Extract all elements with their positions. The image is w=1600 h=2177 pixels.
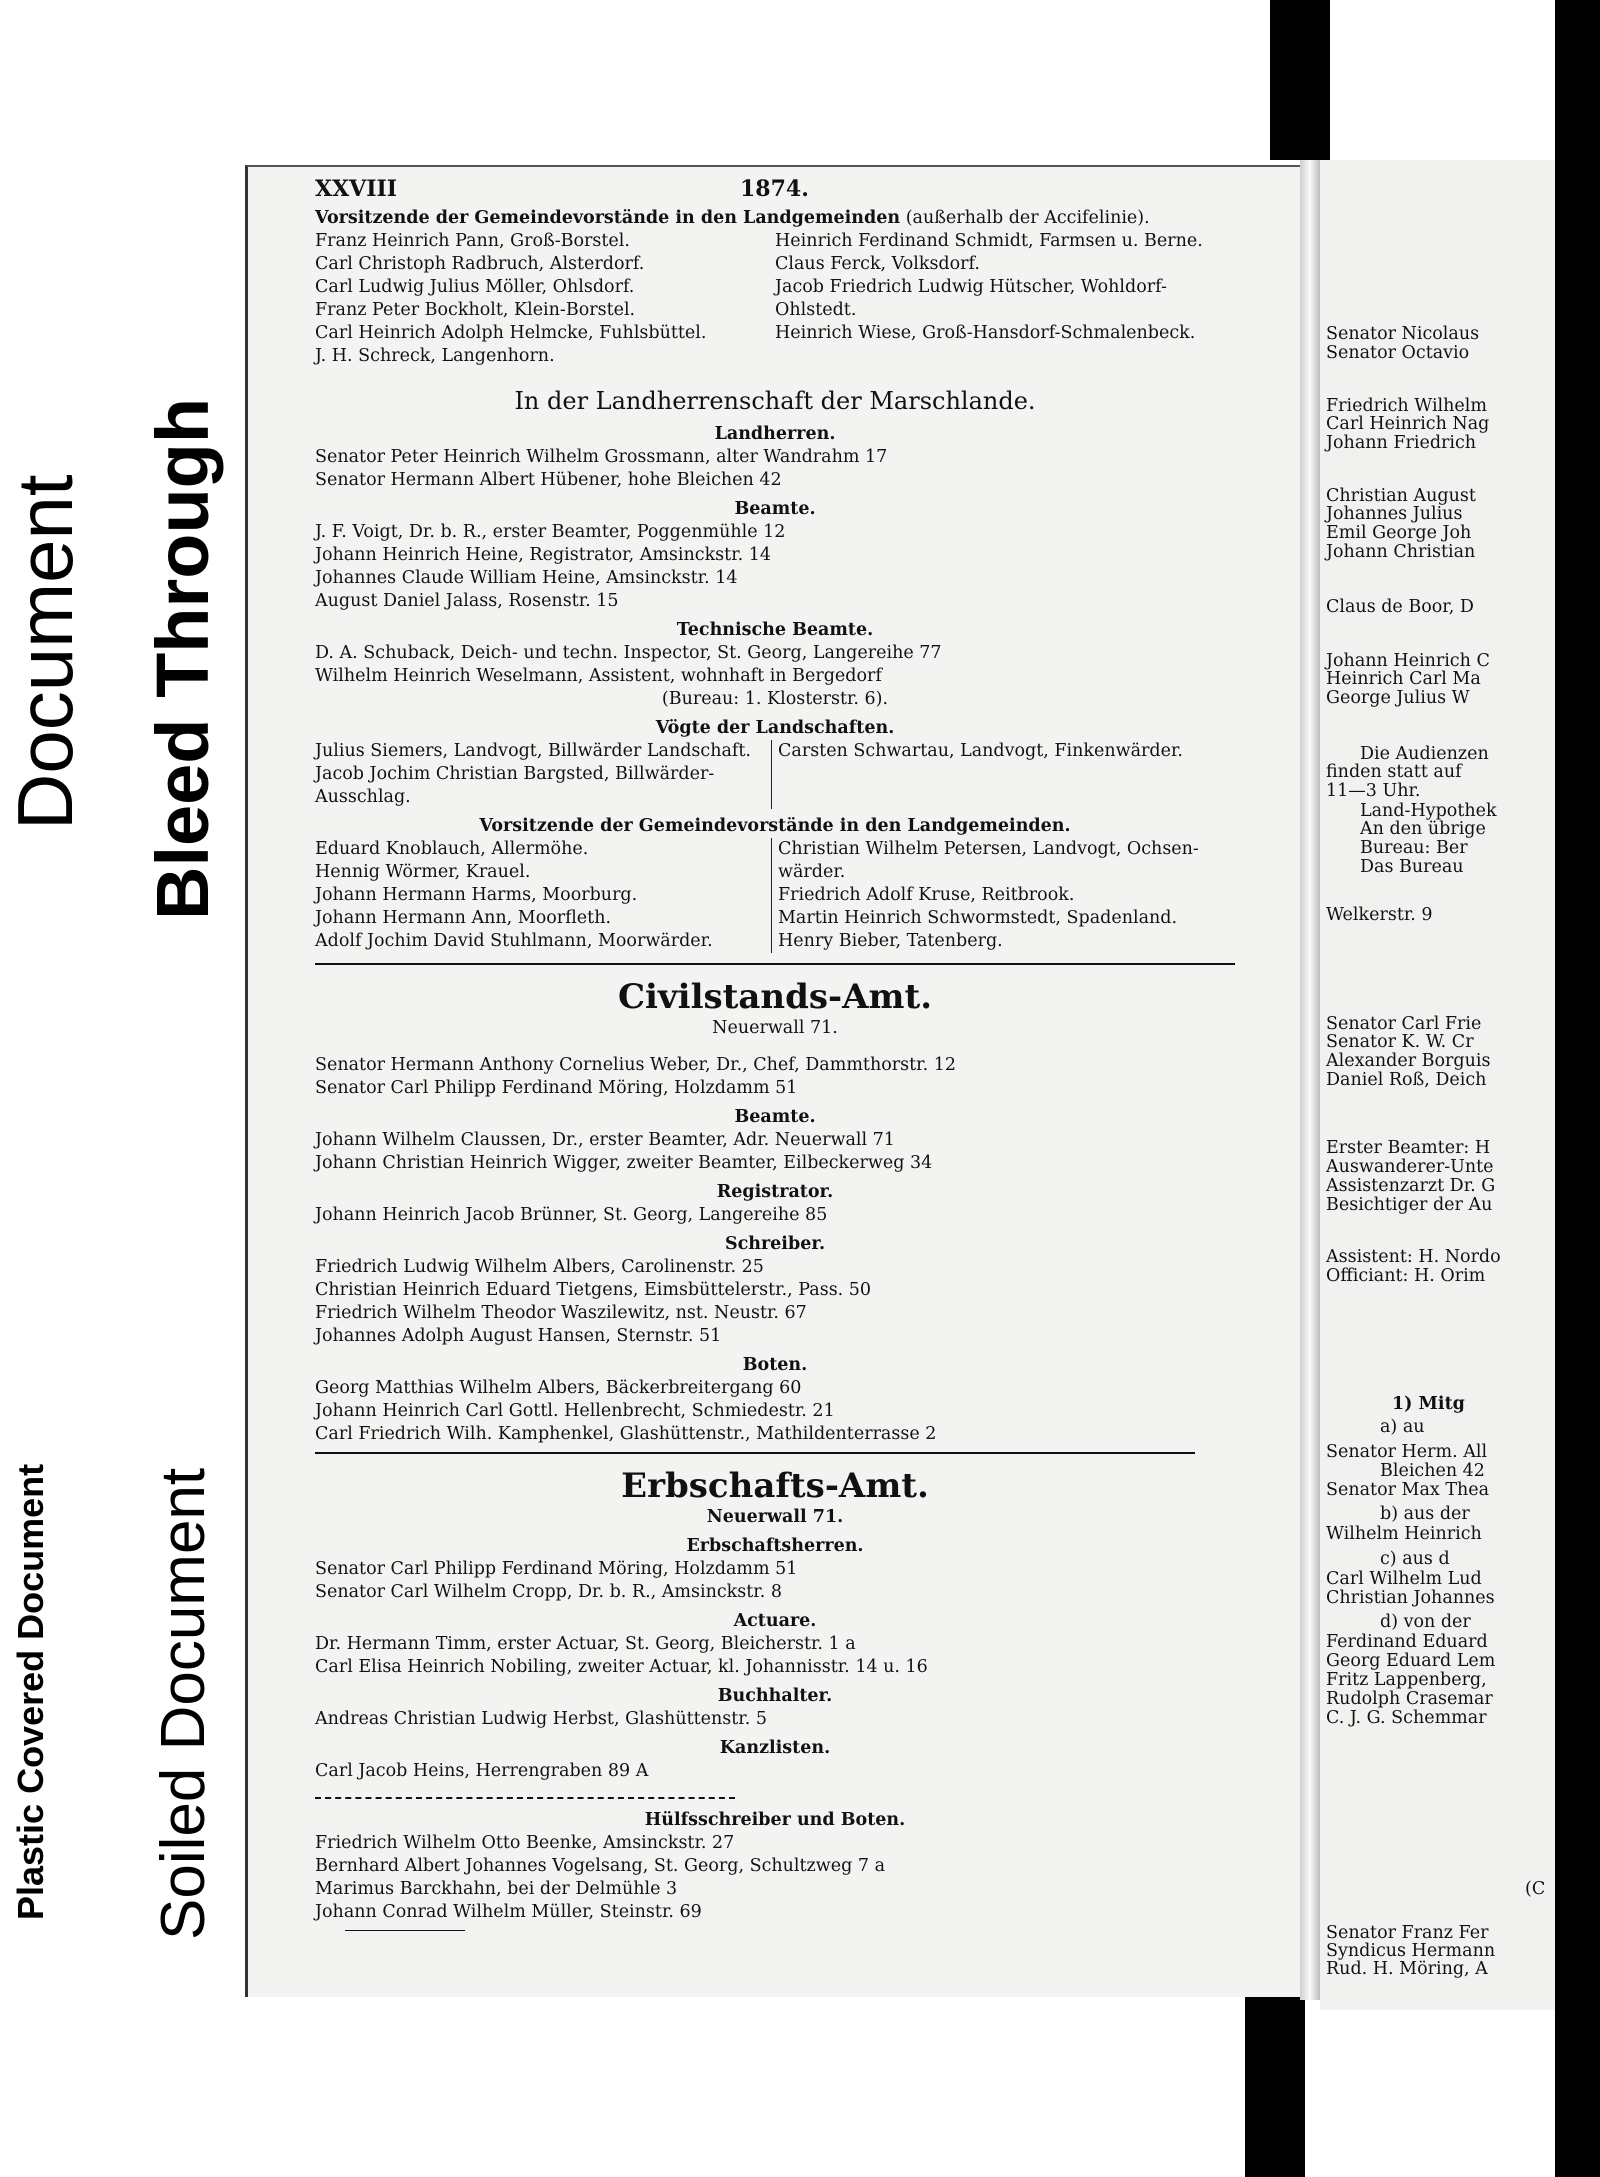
entry-row [315,299,1235,322]
entry-line: Hennig Wörmer, Krauel. [315,862,531,882]
tech-bureau: (Bureau: 1. Klosterstr. 6). [661,689,889,709]
right-page-line: Erster Beamter: H [1326,1138,1491,1158]
label-plastic-covered: Plastic Covered Document [10,1463,51,1920]
right-page-line: Fritz Lappenberg, [1326,1670,1487,1690]
eb-buchhalter-title: Buchhalter. [717,1686,833,1706]
entry-line: Friedrich Ludwig Wilhelm Albers, Carolinenstr. 25 [315,1257,764,1277]
right-page-line: Claus de Boor, D [1326,597,1474,617]
section-rule-2 [315,1452,1195,1454]
right-page-line: Rud. H. Möring, A [1326,1959,1488,1979]
entry-line: Julius Siemers, Landvogt, Billwärder Landschaft. [315,741,751,761]
entry-cell: Carl Heinrich Adolph Helmcke, Fuhlsbüttel. [315,323,707,343]
vorsitzende2-table [315,838,1235,953]
right-page-line: Johann Friedrich [1326,433,1477,453]
right-page-line: Land-Hypothek [1360,801,1497,821]
right-page-line: Carl Heinrich Nag [1326,414,1490,434]
right-page-line: Rudolph Crasemar [1326,1689,1493,1709]
entry-line: Christian Wilhelm Petersen, Landvogt, Ochsen- [778,839,1199,859]
beamte-list [315,521,1235,613]
entry-line: Bernhard Albert Johannes Vogelsang, St. Georg, Schultzweg 7 a [315,1856,885,1876]
civilstands-boten [315,1377,1235,1446]
entry-row [315,345,1235,368]
entry-line: Johann Hermann Harms, Moorburg. [315,885,638,905]
entry-line: Johann Heinrich Heine, Registrator, Amsinckstr. 14 [315,545,772,565]
right-page-line: Senator K. W. Cr [1326,1032,1474,1052]
civilstands-senators [315,1054,1235,1100]
cs-schreiber-title: Schreiber. [724,1234,826,1254]
entry-line: Georg Matthias Wilhelm Albers, Bäckerbreitergang 60 [315,1378,802,1398]
erbschafts-herren [315,1558,1235,1604]
entry-line: Friedrich Wilhelm Otto Beenke, Amsinckstr. 27 [315,1833,735,1853]
erbschafts-huelfs [315,1832,1235,1924]
beamte-title: Beamte. [734,499,816,519]
entry-line: Friedrich Wilhelm Theodor Waszilewitz, nst. Neustr. 67 [315,1303,807,1323]
erbschafts-address: Neuerwall 71. [706,1507,844,1527]
right-page-line: Syndicus Hermann [1326,1941,1496,1961]
cs-boten-title: Boten. [742,1355,808,1375]
entry-line: August Daniel Jalass, Rosenstr. 15 [315,591,619,611]
eb-kanzlisten-title: Kanzlisten. [719,1738,831,1758]
right-page-line: Senator Max Thea [1326,1480,1490,1500]
entry-line: Johann Heinrich Carl Gottl. Hellenbrecht, Schmiedestr. 21 [315,1401,835,1421]
entry-line: Friedrich Adolf Kruse, Reitbrook. [778,885,1075,905]
right-page-line: Senator Octavio [1326,343,1470,363]
entry-line: Dr. Hermann Timm, erster Actuar, St. Georg, Bleicherstr. 1 a [315,1634,856,1654]
right-page-line: Assistent: H. Nordo [1326,1247,1501,1267]
entry-cell: Franz Heinrich Pann, Groß-Borstel. [315,231,630,251]
entry-line: Johann Hermann Ann, Moorfleth. [315,908,612,928]
label-document: Document [1,474,89,830]
right-page-line: Senator Nicolaus [1326,324,1480,344]
right-page-line: Carl Wilhelm Lud [1326,1569,1482,1589]
entry-line: Eduard Knoblauch, Allermöhe. [315,839,589,859]
entry-line: Johann Wilhelm Claussen, Dr., erster Beamter, Adr. Neuerwall 71 [315,1130,895,1150]
cs-registrator: Johann Heinrich Jacob Brünner, St. Georg, Langereihe 85 [315,1205,828,1225]
right-page-line: 1) Mitg [1392,1394,1465,1414]
entry-line: Wilhelm Heinrich Weselmann, Assistent, wohnhaft in Bergedorf [315,666,882,686]
right-page-line: Senator Herm. All [1326,1442,1488,1462]
entry-line: Senator Hermann Anthony Cornelius Weber, Dr., Chef, Dammthorstr. 12 [315,1055,956,1075]
entry-line: wärder. [778,862,846,882]
eb-herren-title: Erbschaftsherren. [686,1536,864,1556]
entry-cell: Claus Ferck, Volksdorf. [775,254,980,274]
vorsitzende2-title: Vorsitzende der Gemeindevorstände in den Landgemeinden. [479,816,1071,836]
entry-line: Senator Peter Heinrich Wilhelm Grossmann, alter Wandrahm 17 [315,447,888,467]
entry-cell: J. H. Schreck, Langenhorn. [315,346,555,366]
right-page [1320,160,1555,2010]
civilstands-title: Civilstands-Amt. [617,977,933,1017]
end-rule [345,1930,465,1931]
right-page-line: Christian Johannes [1326,1588,1495,1608]
right-page-line: Wilhelm Heinrich [1326,1524,1482,1544]
entry-line: Martin Heinrich Schwormstedt, Spadenland. [778,908,1178,928]
label-bleed-through: Bleed Through [141,397,224,920]
entry-line: D. A. Schuback, Deich- und techn. Inspector, St. Georg, Langereihe 77 [315,643,942,663]
right-page-line: Assistenzarzt Dr. G [1326,1176,1496,1196]
entry-cell: Heinrich Ferdinand Schmidt, Farmsen u. Berne. [775,231,1203,251]
entry-cell: Jacob Friedrich Ludwig Hütscher, Wohldorf- [775,277,1167,297]
landherren-list [315,446,1235,492]
vorsitzende2-right [772,838,1199,953]
right-page-line: Welkerstr. 9 [1326,905,1433,925]
right-page-line: d) von der [1380,1612,1471,1632]
entry-line: Christian Heinrich Eduard Tietgens, Eimsbüttelerstr., Pass. 50 [315,1280,872,1300]
right-page-line: Johann Christian [1326,542,1476,562]
tech-title: Technische Beamte. [676,620,874,640]
right-page-line: Alexander Borguis [1326,1051,1491,1071]
scan-shadow-top [1270,0,1330,160]
right-page-line: Bureau: Ber [1360,838,1468,858]
vorsitzende-title: Vorsitzende der Gemeindevorstände in den Landgemeinden (außerhalb der Accifelinie). [315,208,1150,228]
voegte-title: Vögte der Landschaften. [655,718,895,738]
entry-line: Senator Carl Philipp Ferdinand Möring, Holzdamm 51 [315,1078,798,1098]
page-fold [1300,160,1320,2000]
entry-line: Johannes Claude William Heine, Amsinckstr. 14 [315,568,738,588]
cs-beamte-title: Beamte. [734,1107,816,1127]
entry-line: Ausschlag. [315,787,411,807]
entry-line: Carsten Schwartau, Landvogt, Finkenwärder. [778,741,1183,761]
entry-row [315,276,1235,299]
entry-line: Carl Friedrich Wilh. Kamphenkel, Glashüttenstr., Mathildenterrasse 2 [315,1424,937,1444]
right-page-line: Ferdinand Eduard [1326,1632,1488,1652]
eb-buchhalter: Andreas Christian Ludwig Herbst, Glashüttenstr. 5 [315,1709,768,1729]
entry-row [315,253,1235,276]
entry-line: Henry Bieber, Tatenberg. [778,931,1003,951]
eb-kanzlisten: Carl Jacob Heins, Herrengraben 89 A [315,1761,649,1781]
entry-cell: Franz Peter Bockholt, Klein-Borstel. [315,300,636,320]
right-page-line: a) au [1380,1417,1425,1437]
right-page-line: Emil George Joh [1326,523,1472,543]
right-page-line: b) aus der [1380,1504,1470,1524]
right-page-line: 11—3 Uhr. [1326,781,1421,801]
right-page-line: An den übrige [1360,819,1486,839]
entry-row [315,230,1235,253]
right-page-line: finden statt auf [1326,762,1462,782]
voegte-left [315,740,772,809]
entry-cell: Ohlstedt. [775,300,857,320]
right-page-line: Officiant: H. Orim [1326,1266,1486,1286]
right-page-line: Heinrich Carl Ma [1326,669,1481,689]
marschlande-title: In der Landherrenschaft der Marschlande. [514,387,1036,415]
main-column [315,178,1235,1931]
civilstands-beamte [315,1129,1235,1175]
entry-line: Senator Carl Philipp Ferdinand Möring, Holzdamm 51 [315,1559,798,1579]
entry-cell: Heinrich Wiese, Groß-Hansdorf-Schmalenbeck. [775,323,1196,343]
entry-line: Carl Elisa Heinrich Nobiling, zweiter Actuar, kl. Johannisstr. 14 u. 16 [315,1657,928,1677]
right-page-line: Bleichen 42 [1380,1461,1485,1481]
right-page-line: Johann Heinrich C [1326,651,1490,671]
right-page-line: Senator Carl Frie [1326,1014,1482,1034]
right-page-line: C. J. G. Schemmar [1326,1708,1487,1728]
vorsitzende-list [315,230,1235,368]
entry-line: Marimus Barckhahn, bei der Delmühle 3 [315,1879,678,1899]
entry-line: Jacob Jochim Christian Bargsted, Billwärder- [315,764,715,784]
right-page-line: Friedrich Wilhelm [1326,396,1487,416]
entry-cell: Carl Ludwig Julius Möller, Ohlsdorf. [315,277,635,297]
right-page-line: Das Bureau [1360,857,1464,877]
entry-cell: Carl Christoph Radbruch, Alsterdorf. [315,254,645,274]
voegte-table [315,740,1235,809]
civilstands-address: Neuerwall 71. [712,1018,838,1038]
right-page-line: Georg Eduard Lem [1326,1651,1496,1671]
entry-line: Senator Hermann Albert Hübener, hohe Bleichen 42 [315,470,782,490]
voegte-right [772,740,1183,809]
entry-line: Adolf Jochim David Stuhlmann, Moorwärder. [315,931,713,951]
civilstands-schreiber [315,1256,1235,1348]
right-page-line: Johannes Julius [1326,504,1463,524]
eb-actuare-title: Actuare. [733,1611,817,1631]
right-page-line: (C [1525,1879,1546,1899]
dashed-rule [315,1797,735,1799]
entry-line: Johann Christian Heinrich Wigger, zweiter Beamter, Eilbeckerweg 34 [315,1153,933,1173]
vorsitzende2-left [315,838,772,953]
entry-line: Senator Carl Wilhelm Cropp, Dr. b. R., Amsinckstr. 8 [315,1582,782,1602]
entry-cell [775,345,1235,368]
label-soiled: Soiled Document [149,1467,218,1940]
right-page-line: Die Audienzen [1360,744,1489,764]
page-year: 1874. [740,176,809,202]
section-rule [315,963,1235,965]
page-header [315,178,1235,201]
right-page-line: George Julius W [1326,688,1470,708]
cs-registrator-title: Registrator. [716,1182,834,1202]
right-page-line: Auswanderer-Unte [1326,1157,1494,1177]
right-page-line: Senator Franz Fer [1326,1923,1489,1943]
right-page-line: Christian August [1326,486,1476,506]
erbschafts-title: Erbschafts-Amt. [621,1466,929,1506]
eb-huelfs-title: Hülfsschreiber und Boten. [644,1810,906,1830]
scan-shadow-right [1555,0,1600,2177]
right-page-line: Daniel Roß, Deich [1326,1070,1487,1090]
erbschafts-actuare [315,1633,1235,1679]
entry-line: Johannes Adolph August Hansen, Sternstr. 51 [315,1326,722,1346]
entry-line: J. F. Voigt, Dr. b. R., erster Beamter, Poggenmühle 12 [315,522,786,542]
entry-line: Johann Conrad Wilhelm Müller, Steinstr. 69 [315,1902,702,1922]
entry-row [315,322,1235,345]
right-page-line: Besichtiger der Au [1326,1195,1493,1215]
right-page-line: c) aus d [1380,1549,1450,1569]
landherren-title: Landherren. [714,424,836,444]
tech-list [315,642,1235,688]
page-number: XXVIII [315,176,398,202]
